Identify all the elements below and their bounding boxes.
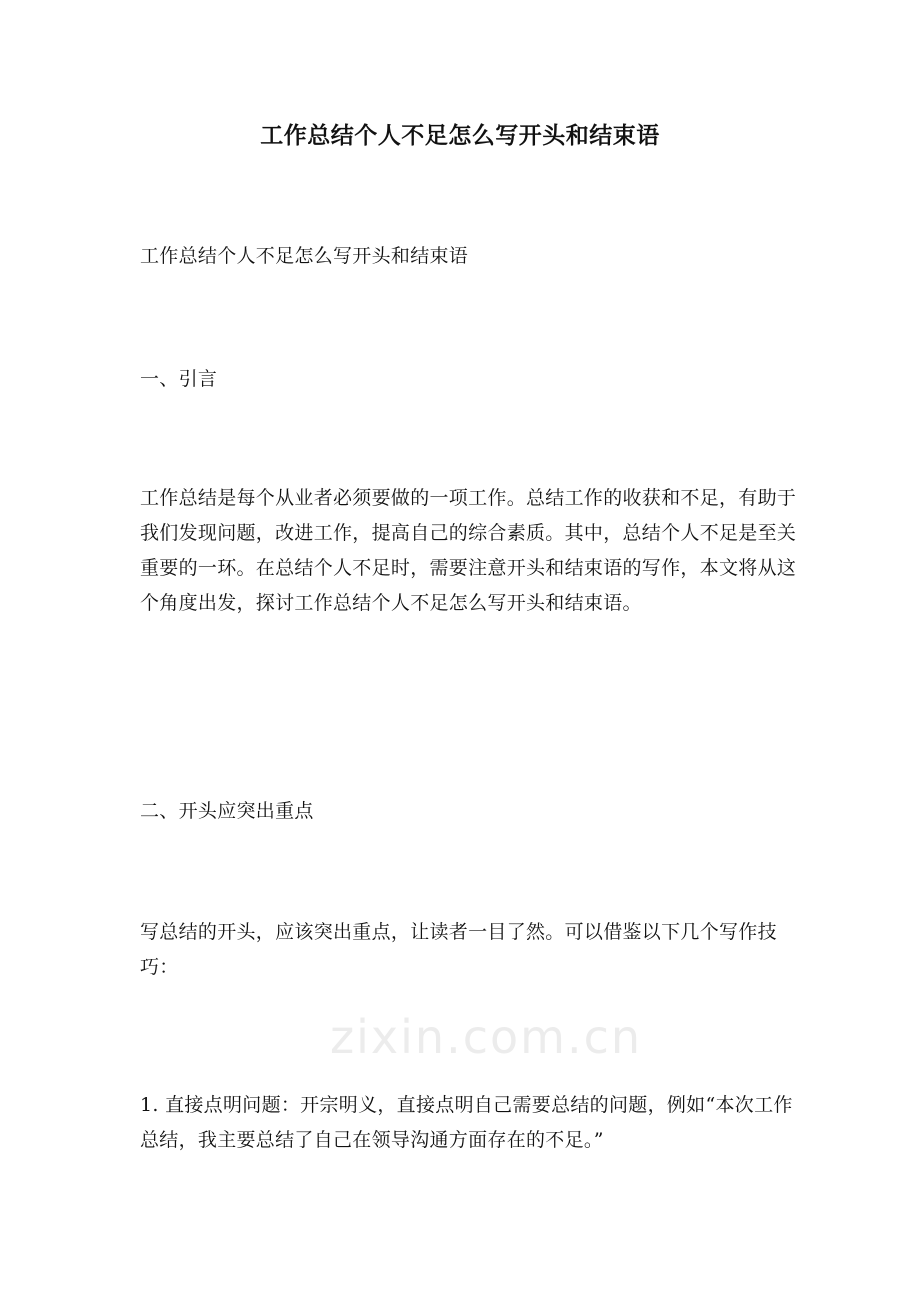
section-1-paragraph-block: [140, 481, 800, 621]
section-1-paragraph: 工作总结是每个从业者必须要做的一项工作。总结工作的收获和不足，有助于我们发现问题，改进工作，提高自己的综合素质。其中，总结个人不足是至关重要的一环。在总结个人不足时，需要注意开头和结束语的写作，本文将从这个角度出发，探讨工作总结个人不足怎么写开头和结束语。: [140, 487, 797, 614]
list-item-1-block: [140, 1088, 800, 1158]
section-2-heading-block: [140, 794, 800, 829]
section-2-paragraph: 写总结的开头，应该突出重点，让读者一目了然。可以借鉴以下几个写作技巧：: [140, 921, 777, 978]
section-2-heading: 二、开头应突出重点: [140, 800, 314, 822]
document-subtitle: 工作总结个人不足怎么写开头和结束语: [140, 245, 469, 267]
watermark: zixin.com.cn: [330, 1010, 643, 1064]
section-1-heading: 一、引言: [140, 368, 218, 390]
list-item-1: 1. 直接点明问题：开宗明义，直接点明自己需要总结的问题，例如“本次工作总结，我主要总结了自己在领导沟通方面存在的不足。”: [140, 1094, 793, 1151]
document-title: 工作总结个人不足怎么写开头和结束语: [260, 122, 660, 149]
section-1-heading-block: [140, 362, 800, 397]
section-2-paragraph-block: [140, 915, 800, 985]
subtitle-block: [140, 239, 800, 274]
